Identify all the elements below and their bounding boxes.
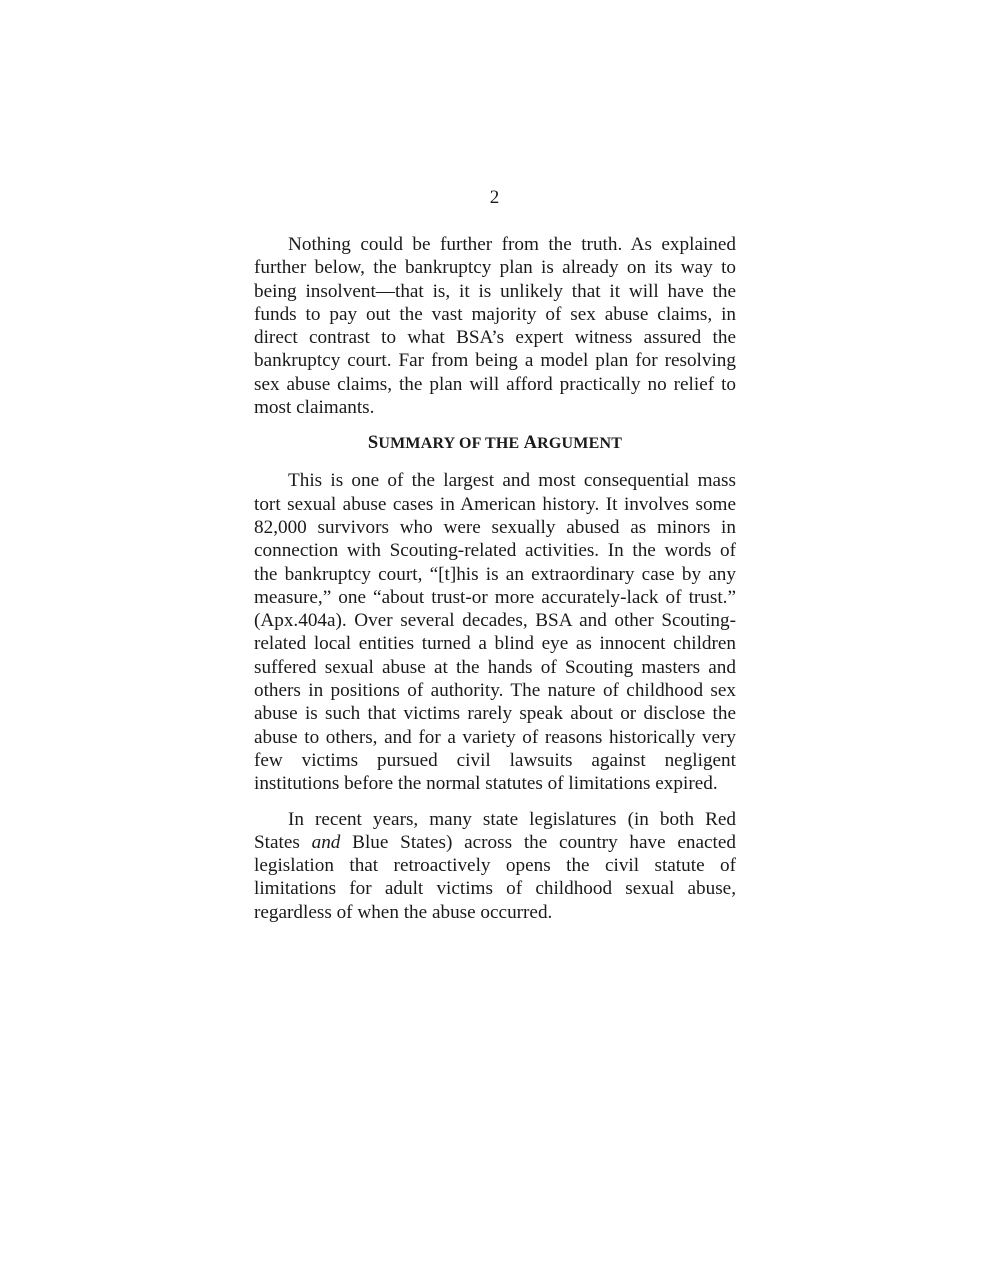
section-heading xyxy=(254,432,736,455)
paragraph-3-part-2: Blue States) across the country have enacted legislation that retroactively opens the civil statute of limitations for adult victims of childhood sexual abuse, regardless of when the abuse occurred. xyxy=(254,831,736,923)
heading-cap-1: S xyxy=(367,433,379,454)
paragraph-1: Nothing could be further from the truth. As explained further below, the bankruptcy plan is already on its way to being insolvent—that is, it is unlikely that it will have the funds to pay out the vast majority of sex abuse claims, in direct contrast to what BSA’s expert witness assured the bankruptcy court. Far from being a model plan for resolving sex abuse claims, the plan will afford practically no relief to most claimants. xyxy=(254,234,736,419)
heading-cap-2: A xyxy=(523,433,538,454)
page-number: 2 xyxy=(489,187,500,208)
paragraph-3-emphasis: and xyxy=(311,831,341,853)
paragraph-3 xyxy=(254,808,736,924)
heading-rest-2: RGUMENT xyxy=(537,435,623,453)
heading-rest-1: UMMARY OF THE xyxy=(378,435,524,453)
body-text xyxy=(254,233,736,924)
paragraph-2: This is one of the largest and most consequential mass tort sexual abuse cases in American history. It involves some 82,000 survivors who were sexually abused as minors in connection with Scouting-related activities. In the words of the bankruptcy court, “[t]his is an extraordinary case by any measure,” one “about trust-or more accurately-lack of trust.” (Apx.404a). Over several decades, BSA and other Scouting-related local entities turned a blind eye as innocent children suffered sexual abuse at the hands of Scouting masters and others in positions of authority. The nature of childhood sex abuse is such that victims rarely speak about or disclose the abuse to others, and for a variety of reasons historically very few victims pursued civil lawsuits against negligent institutions before the normal statutes of limitations expired. xyxy=(254,470,736,795)
paragraph-3-part-1: In recent years, many state legislatures (in both Red States xyxy=(254,808,736,853)
